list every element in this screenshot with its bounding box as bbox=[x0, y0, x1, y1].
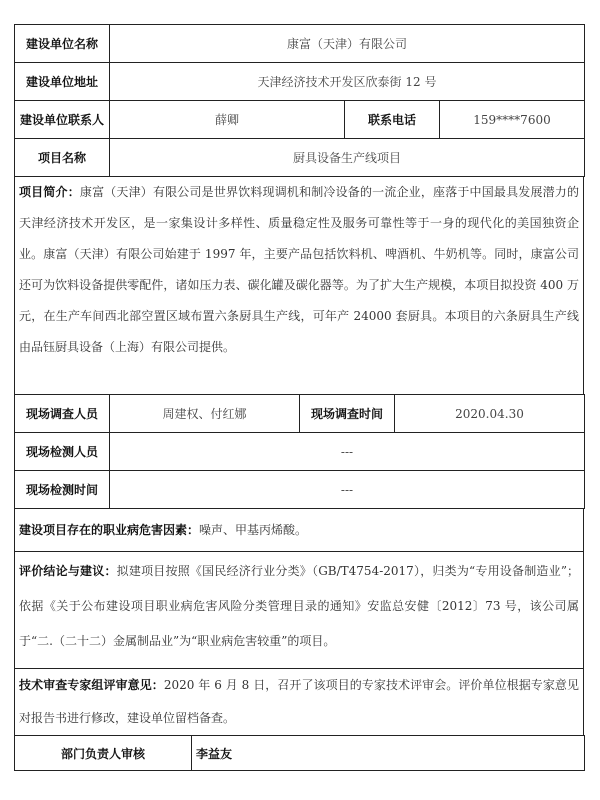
expert-review-text: 2020 年 6 月 8 日，召开了该项目的专家技术评审会。评价单位根据专家意见对报告书进行修改，建设单位留档备查。 bbox=[19, 678, 579, 725]
detect-staff-label: 现场检测人员 bbox=[15, 433, 110, 471]
phone-value: 159****7600 bbox=[440, 101, 585, 139]
unit-name-label: 建设单位名称 bbox=[15, 25, 110, 63]
table-row bbox=[15, 471, 585, 509]
project-intro bbox=[14, 177, 584, 394]
unit-name-value: 康富（天津）有限公司 bbox=[110, 25, 585, 63]
unit-address-label: 建设单位地址 bbox=[15, 63, 110, 101]
dept-head-label: 部门负责人审核 bbox=[15, 736, 192, 771]
approval-table bbox=[14, 735, 585, 771]
table-row bbox=[15, 433, 585, 471]
project-intro-text: 康富（天津）有限公司是世界饮料现调机和制冷设备的一流企业，座落于中国最具发展潜力的天津经济技术开发区，是一家集设计多样性、质量稳定性及服务可靠性等于一身的现代化的美国独资企业。康富（天津）有限公司始建于 1997 年，主要产品包括饮料机、啤酒机、牛奶机等。同时，康富公司还可为饮料设备提供零配件，诸如压力表、碳化罐及碳化器等。为了扩大生产规模，本项目拟投资 400 万元，在生产车间西北部空置区域布置六条厨具生产线，可年产 24000 套厨具。本项目的六条厨具生产线由品钰厨具设备（上海）有限公司提供。 bbox=[19, 185, 579, 354]
hazard-factors-title: 建设项目存在的职业病危害因素： bbox=[19, 523, 200, 537]
table-row bbox=[15, 139, 585, 177]
survey-staff-label: 现场调查人员 bbox=[15, 395, 110, 433]
expert-review bbox=[14, 668, 584, 735]
phone-label: 联系电话 bbox=[345, 101, 440, 139]
project-info-table bbox=[14, 24, 585, 177]
report-form bbox=[14, 24, 584, 771]
table-row bbox=[15, 63, 585, 101]
table-row bbox=[15, 101, 585, 139]
hazard-factors-text: 噪声、甲基丙烯酸。 bbox=[199, 523, 308, 537]
survey-time-value: 2020.04.30 bbox=[395, 395, 585, 433]
contact-label: 建设单位联系人 bbox=[15, 101, 110, 139]
table-row bbox=[15, 25, 585, 63]
contact-value: 薛卿 bbox=[110, 101, 345, 139]
unit-address-value: 天津经济技术开发区欣泰街 12 号 bbox=[110, 63, 585, 101]
detect-time-value: --- bbox=[110, 471, 585, 509]
detect-staff-value: --- bbox=[110, 433, 585, 471]
survey-table bbox=[14, 394, 585, 509]
hazard-factors bbox=[14, 509, 584, 551]
evaluation-conclusion-title: 评价结论与建议： bbox=[19, 564, 117, 578]
table-row bbox=[15, 736, 585, 771]
evaluation-conclusion bbox=[14, 551, 584, 668]
survey-time-label: 现场调查时间 bbox=[300, 395, 395, 433]
expert-review-title: 技术审查专家组评审意见： bbox=[19, 678, 164, 692]
project-name-value: 厨具设备生产线项目 bbox=[110, 139, 585, 177]
detect-time-label: 现场检测时间 bbox=[15, 471, 110, 509]
survey-staff-value: 周建权、付红娜 bbox=[110, 395, 300, 433]
table-row bbox=[15, 395, 585, 433]
dept-head-value: 李益友 bbox=[192, 736, 585, 771]
project-name-label: 项目名称 bbox=[15, 139, 110, 177]
evaluation-conclusion-text: 拟建项目按照《国民经济行业分类》（GB/T4754-2017），归类为“专用设备制造业”；依据《关于公布建设项目职业病危害风险分类管理目录的通知》安监总安健〔2012〕73 号，该公司属于“二.（二十二）金属制品业”为“职业病危害较重”的项目。 bbox=[19, 564, 579, 648]
project-intro-title: 项目简介： bbox=[19, 185, 80, 199]
